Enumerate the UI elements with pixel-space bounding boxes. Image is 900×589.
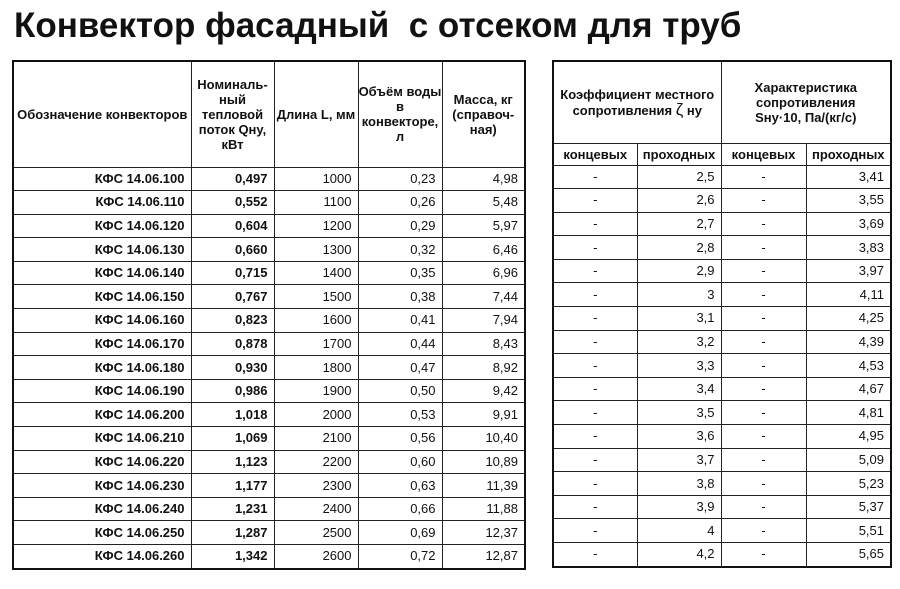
cell-designation: КФС 14.06.260 (13, 545, 191, 569)
cell-end-coef: - (553, 519, 637, 543)
header-designation: Обозначение конвекторов (13, 61, 191, 167)
cell-end-char: - (721, 354, 806, 378)
cell-pass-char: 4,53 (806, 354, 891, 378)
header-coefficient-suffix: ну (686, 102, 702, 118)
cell-end-coef: - (553, 425, 637, 449)
cell-nominal-flow: 0,552 (191, 191, 274, 215)
cell-pass-coef: 2,8 (637, 236, 721, 260)
header-mass: Масса, кг (справоч-ная) (442, 61, 525, 167)
cell-length: 1100 (274, 191, 358, 215)
cell-water-volume: 0,50 (358, 379, 442, 403)
cell-end-char: - (721, 165, 806, 189)
cell-designation: КФС 14.06.180 (13, 356, 191, 380)
table-row (13, 379, 525, 403)
cell-end-char: - (721, 236, 806, 260)
cell-end-char: - (721, 495, 806, 519)
cell-pass-coef: 3,4 (637, 377, 721, 401)
cell-end-char: - (721, 307, 806, 331)
table-row (553, 283, 891, 307)
page-title: Конвектор фасадный с отсеком для труб (14, 6, 742, 45)
table-row (13, 285, 525, 309)
cell-end-char: - (721, 519, 806, 543)
cell-designation: КФС 14.06.220 (13, 450, 191, 474)
cell-end-coef: - (553, 448, 637, 472)
cell-designation: КФС 14.06.160 (13, 309, 191, 333)
cell-pass-char: 4,25 (806, 307, 891, 331)
cell-end-coef: - (553, 543, 637, 567)
cell-end-coef: - (553, 330, 637, 354)
cell-length: 2000 (274, 403, 358, 427)
cell-pass-char: 4,67 (806, 377, 891, 401)
cell-designation: КФС 14.06.250 (13, 521, 191, 545)
header-water-volume: Объём воды в конвекторе, л (358, 61, 442, 167)
cell-mass: 10,89 (442, 450, 525, 474)
cell-pass-coef: 2,5 (637, 165, 721, 189)
cell-mass: 7,94 (442, 309, 525, 333)
cell-water-volume: 0,41 (358, 309, 442, 333)
cell-nominal-flow: 0,823 (191, 309, 274, 333)
cell-length: 1600 (274, 309, 358, 333)
cell-end-char: - (721, 377, 806, 401)
cell-mass: 6,46 (442, 238, 525, 262)
cell-length: 1200 (274, 214, 358, 238)
cell-pass-char: 3,97 (806, 259, 891, 283)
cell-pass-coef: 4,2 (637, 543, 721, 567)
cell-mass: 12,87 (442, 545, 525, 569)
cell-pass-char: 3,41 (806, 165, 891, 189)
table-row (13, 450, 525, 474)
table-row (13, 356, 525, 380)
table-row (553, 307, 891, 331)
cell-pass-char: 4,95 (806, 425, 891, 449)
cell-designation: КФС 14.06.120 (13, 214, 191, 238)
cell-end-coef: - (553, 354, 637, 378)
cell-end-coef: - (553, 495, 637, 519)
cell-end-coef: - (553, 401, 637, 425)
cell-water-volume: 0,26 (358, 191, 442, 215)
cell-nominal-flow: 1,287 (191, 521, 274, 545)
zeta-symbol: ζ (675, 99, 684, 119)
table-row (553, 425, 891, 449)
table-row (13, 309, 525, 333)
cell-designation: КФС 14.06.170 (13, 332, 191, 356)
cell-pass-coef: 3,9 (637, 495, 721, 519)
cell-mass: 5,97 (442, 214, 525, 238)
subheader-end-char: концевых (721, 143, 806, 165)
table-row (553, 472, 891, 496)
cell-water-volume: 0,38 (358, 285, 442, 309)
convector-rows (13, 167, 525, 569)
table-row (553, 448, 891, 472)
cell-end-char: - (721, 189, 806, 213)
cell-end-coef: - (553, 307, 637, 331)
cell-pass-coef: 3,8 (637, 472, 721, 496)
cell-designation: КФС 14.06.130 (13, 238, 191, 262)
table-row (13, 167, 525, 191)
table-row (553, 354, 891, 378)
table-row (13, 521, 525, 545)
cell-length: 2100 (274, 427, 358, 451)
cell-nominal-flow: 1,069 (191, 427, 274, 451)
cell-mass: 4,98 (442, 167, 525, 191)
cell-water-volume: 0,56 (358, 427, 442, 451)
cell-nominal-flow: 0,930 (191, 356, 274, 380)
cell-pass-char: 5,23 (806, 472, 891, 496)
convector-specs-table (12, 60, 526, 570)
header-coefficient (553, 61, 721, 143)
cell-nominal-flow: 1,123 (191, 450, 274, 474)
resistance-table (552, 60, 892, 568)
table-row (553, 259, 891, 283)
cell-pass-coef: 3,2 (637, 330, 721, 354)
cell-designation: КФС 14.06.240 (13, 497, 191, 521)
cell-mass: 8,43 (442, 332, 525, 356)
cell-designation: КФС 14.06.140 (13, 261, 191, 285)
table-row (13, 214, 525, 238)
cell-nominal-flow: 1,342 (191, 545, 274, 569)
cell-water-volume: 0,29 (358, 214, 442, 238)
header-nominal-flow: Номиналь-ный тепловой поток Qну, кВт (191, 61, 274, 167)
cell-water-volume: 0,44 (358, 332, 442, 356)
cell-end-char: - (721, 330, 806, 354)
cell-nominal-flow: 0,878 (191, 332, 274, 356)
cell-end-char: - (721, 283, 806, 307)
cell-end-coef: - (553, 189, 637, 213)
cell-end-char: - (721, 212, 806, 236)
cell-pass-char: 5,51 (806, 519, 891, 543)
cell-end-char: - (721, 448, 806, 472)
cell-pass-coef: 3,7 (637, 448, 721, 472)
table-row (553, 189, 891, 213)
cell-pass-coef: 3 (637, 283, 721, 307)
cell-mass: 7,44 (442, 285, 525, 309)
cell-pass-char: 5,09 (806, 448, 891, 472)
table-row (553, 330, 891, 354)
cell-water-volume: 0,32 (358, 238, 442, 262)
cell-nominal-flow: 0,497 (191, 167, 274, 191)
table-row (13, 261, 525, 285)
cell-length: 2300 (274, 474, 358, 498)
table-row (13, 497, 525, 521)
cell-mass: 5,48 (442, 191, 525, 215)
cell-pass-coef: 4 (637, 519, 721, 543)
cell-water-volume: 0,23 (358, 167, 442, 191)
cell-pass-coef: 3,3 (637, 354, 721, 378)
cell-pass-char: 3,69 (806, 212, 891, 236)
cell-length: 1000 (274, 167, 358, 191)
header-characteristic-units: Sну·10, Па/(кг/с) (755, 109, 857, 125)
cell-length: 2500 (274, 521, 358, 545)
cell-nominal-flow: 0,715 (191, 261, 274, 285)
cell-length: 1900 (274, 379, 358, 403)
cell-pass-coef: 3,5 (637, 401, 721, 425)
cell-mass: 6,96 (442, 261, 525, 285)
table-row (13, 545, 525, 569)
cell-nominal-flow: 0,604 (191, 214, 274, 238)
cell-nominal-flow: 0,767 (191, 285, 274, 309)
cell-designation: КФС 14.06.200 (13, 403, 191, 427)
cell-nominal-flow: 1,018 (191, 403, 274, 427)
cell-designation: КФС 14.06.110 (13, 191, 191, 215)
cell-pass-coef: 2,7 (637, 212, 721, 236)
cell-water-volume: 0,35 (358, 261, 442, 285)
cell-end-coef: - (553, 283, 637, 307)
subheader-pass-char: проходных (806, 143, 891, 165)
cell-length: 1800 (274, 356, 358, 380)
cell-end-char: - (721, 401, 806, 425)
subheader-pass-coef: проходных (637, 143, 721, 165)
cell-water-volume: 0,69 (358, 521, 442, 545)
cell-water-volume: 0,53 (358, 403, 442, 427)
cell-pass-char: 5,65 (806, 543, 891, 567)
header-characteristic-text: Характеристика сопротивления (754, 79, 857, 110)
header-characteristic (721, 61, 891, 143)
cell-end-coef: - (553, 472, 637, 496)
cell-nominal-flow: 0,986 (191, 379, 274, 403)
table-row (553, 377, 891, 401)
cell-nominal-flow: 1,231 (191, 497, 274, 521)
cell-mass: 11,39 (442, 474, 525, 498)
cell-nominal-flow: 0,660 (191, 238, 274, 262)
cell-water-volume: 0,60 (358, 450, 442, 474)
cell-length: 2200 (274, 450, 358, 474)
table-row (553, 212, 891, 236)
header-length: Длина L, мм (274, 61, 358, 167)
table-row (553, 519, 891, 543)
cell-designation: КФС 14.06.190 (13, 379, 191, 403)
cell-end-coef: - (553, 236, 637, 260)
cell-length: 1400 (274, 261, 358, 285)
cell-water-volume: 0,72 (358, 545, 442, 569)
cell-end-char: - (721, 425, 806, 449)
cell-designation: КФС 14.06.230 (13, 474, 191, 498)
cell-pass-coef: 3,1 (637, 307, 721, 331)
table-row (13, 332, 525, 356)
cell-mass: 9,91 (442, 403, 525, 427)
cell-water-volume: 0,63 (358, 474, 442, 498)
cell-pass-char: 3,83 (806, 236, 891, 260)
cell-mass: 11,88 (442, 497, 525, 521)
cell-designation: КФС 14.06.150 (13, 285, 191, 309)
resistance-rows (553, 165, 891, 567)
table-row (553, 236, 891, 260)
cell-end-coef: - (553, 377, 637, 401)
table-row (13, 238, 525, 262)
cell-end-char: - (721, 543, 806, 567)
cell-length: 2400 (274, 497, 358, 521)
cell-pass-coef: 2,6 (637, 189, 721, 213)
table-row (13, 427, 525, 451)
cell-nominal-flow: 1,177 (191, 474, 274, 498)
cell-length: 1700 (274, 332, 358, 356)
cell-mass: 9,42 (442, 379, 525, 403)
cell-pass-char: 4,39 (806, 330, 891, 354)
header-coefficient-text: Коэффициент местного сопротивления (560, 86, 715, 118)
table-row (13, 191, 525, 215)
cell-water-volume: 0,47 (358, 356, 442, 380)
cell-pass-char: 4,81 (806, 401, 891, 425)
cell-end-coef: - (553, 212, 637, 236)
cell-length: 1300 (274, 238, 358, 262)
cell-mass: 8,92 (442, 356, 525, 380)
table-row (553, 401, 891, 425)
cell-pass-char: 4,11 (806, 283, 891, 307)
cell-end-coef: - (553, 259, 637, 283)
cell-length: 2600 (274, 545, 358, 569)
cell-end-coef: - (553, 165, 637, 189)
table-row (553, 543, 891, 567)
cell-pass-char: 5,37 (806, 495, 891, 519)
table-row (13, 474, 525, 498)
cell-end-char: - (721, 472, 806, 496)
subheader-end-coef: концевых (553, 143, 637, 165)
cell-pass-coef: 2,9 (637, 259, 721, 283)
cell-pass-coef: 3,6 (637, 425, 721, 449)
cell-water-volume: 0,66 (358, 497, 442, 521)
cell-end-char: - (721, 259, 806, 283)
cell-designation: КФС 14.06.100 (13, 167, 191, 191)
cell-designation: КФС 14.06.210 (13, 427, 191, 451)
cell-mass: 10,40 (442, 427, 525, 451)
table-row (13, 403, 525, 427)
cell-length: 1500 (274, 285, 358, 309)
table-row (553, 495, 891, 519)
cell-mass: 12,37 (442, 521, 525, 545)
table-row (553, 165, 891, 189)
cell-pass-char: 3,55 (806, 189, 891, 213)
